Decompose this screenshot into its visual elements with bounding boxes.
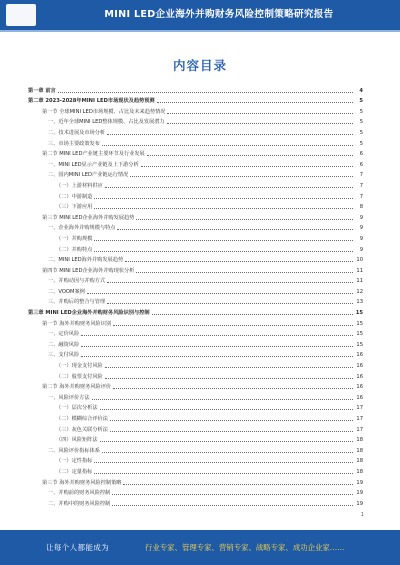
toc-entry-page: 9 <box>359 214 363 221</box>
toc-entry-page: 16 <box>356 363 363 370</box>
toc-dot-leader <box>87 293 353 294</box>
toc-dot-leader <box>112 505 353 506</box>
toc-entry-page: 16 <box>356 384 363 391</box>
toc-entry[interactable] <box>28 317 363 328</box>
toc-entry-title: 三、市场主要政策发布 <box>48 140 100 147</box>
toc-entry-page: 15 <box>356 331 363 338</box>
toc-dot-leader <box>112 494 353 495</box>
toc-entry-title: （二）模糊综合评价法 <box>56 416 108 422</box>
toc-entry[interactable] <box>28 465 363 476</box>
toc-entry[interactable] <box>28 126 363 137</box>
logo-icon <box>6 4 36 26</box>
toc-dot-leader <box>100 441 353 442</box>
toc-dot-leader <box>113 325 353 326</box>
toc-entry[interactable] <box>28 211 363 222</box>
toc-dot-leader <box>107 303 353 304</box>
toc-entry-page: 5 <box>359 119 363 126</box>
toc-entry-title: 一、企业海外并购规模与特点 <box>48 225 116 232</box>
toc-entry[interactable] <box>28 296 363 307</box>
toc-entry-page: 15 <box>356 320 363 327</box>
toc-entry-title: 二、融资风险 <box>48 341 80 348</box>
toc-entry[interactable] <box>28 412 363 423</box>
page-number: 1 <box>360 512 364 518</box>
toc-dot-leader <box>113 388 353 389</box>
toc-dot-leader <box>130 176 353 177</box>
toc-dot-leader <box>136 272 353 273</box>
toc-entry-title: 二、国内MINI LED产业链运行情况 <box>48 172 129 179</box>
toc-entry-title: 二、VOOM案例 <box>48 288 85 295</box>
toc-entry[interactable] <box>28 338 363 349</box>
toc-dot-leader <box>81 356 353 357</box>
toc-entry[interactable] <box>28 476 363 487</box>
toc-entry[interactable] <box>28 423 363 434</box>
toc-dot-leader <box>110 431 353 432</box>
toc-dot-leader <box>105 187 353 188</box>
toc-entry-title: 第一章 前言 <box>28 87 56 94</box>
toc-entry[interactable] <box>28 264 363 275</box>
toc-entry-title: 二、并购中的财务风险控制 <box>48 500 111 507</box>
toc-entry-page: 5 <box>359 108 363 115</box>
toc-entry[interactable] <box>28 179 363 190</box>
toc-entry-page: 9 <box>359 235 363 242</box>
toc-entry[interactable] <box>28 402 363 413</box>
toc-entry-title: （二）定量指标 <box>56 468 93 475</box>
toc-dot-leader <box>105 378 353 379</box>
toc-entry-page: 18 <box>356 447 363 454</box>
toc-entry-page: 7 <box>359 182 363 189</box>
toc-entry[interactable] <box>28 137 363 148</box>
toc-entry-page: 16 <box>356 352 363 359</box>
toc-dot-leader <box>58 92 353 93</box>
toc-dot-leader <box>152 314 353 315</box>
toc-dot-leader <box>94 473 353 474</box>
toc-dot-leader <box>81 335 353 336</box>
toc-entry-title: 一、并购前的财务风险控制 <box>48 490 111 497</box>
toc-entry[interactable] <box>28 285 363 296</box>
footer-slogan-lead: 让每个人都能成为 <box>46 543 110 552</box>
toc-entry-page: 9 <box>359 246 363 253</box>
toc-dot-leader <box>92 399 353 400</box>
table-of-contents <box>28 84 363 508</box>
toc-entry[interactable] <box>28 306 363 317</box>
toc-entry-page: 17 <box>356 405 363 412</box>
page-title: 内容目录 <box>172 58 227 73</box>
toc-entry-page: 11 <box>356 267 363 274</box>
toc-entry-title: 第四节 MINI LED企业海外并购现状分析 <box>42 267 135 274</box>
toc-entry[interactable] <box>28 243 363 254</box>
toc-entry-title: 一、近年全球MINI LED整体规模、占比及发展潜力 <box>48 119 165 126</box>
toc-entry[interactable] <box>28 349 363 360</box>
footer-slogan-roles: 行业专家、管理专家、营销专家、战略专家、成功企业家…… <box>145 543 345 552</box>
toc-entry[interactable] <box>28 455 363 466</box>
toc-entry-page: 11 <box>356 278 363 285</box>
toc-entry-title: （二）中游制造 <box>56 193 93 200</box>
toc-dot-leader <box>136 219 353 220</box>
toc-entry-title: （一）定性指标 <box>56 458 93 465</box>
toc-entry-page: 9 <box>359 225 363 232</box>
toc-entry-title: （四）风险矩阵法 <box>56 437 98 444</box>
toc-entry-page: 17 <box>356 426 363 433</box>
toc-dot-leader <box>102 145 353 146</box>
toc-entry-title: 第二节 MINI LED产业链主要环节及行业发展 <box>42 151 145 158</box>
toc-entry-title: 第三节 海外并购财务风险控制策略 <box>42 479 122 486</box>
toc-entry-page: 10 <box>356 257 363 264</box>
toc-dot-leader <box>167 113 353 114</box>
toc-entry-title: （三）下游应用 <box>56 204 93 211</box>
toc-entry-title: 一、MINI LED显示产业链及上下游分析 <box>48 161 139 168</box>
toc-entry-page: 6 <box>359 161 363 168</box>
toc-entry[interactable] <box>28 95 363 106</box>
toc-dot-leader <box>107 134 353 135</box>
toc-dot-leader <box>94 208 353 209</box>
toc-entry-title: （三）灰色关联分析法 <box>56 426 108 433</box>
toc-entry-title: （一）层次分析法 <box>56 405 98 412</box>
report-title: MINI LED企业海外并购财务风险控制策略研究报告 <box>104 9 334 20</box>
toc-entry-title: （二）并购特点 <box>56 246 93 253</box>
toc-dot-leader <box>100 409 353 410</box>
toc-dot-leader <box>107 282 353 283</box>
toc-entry[interactable] <box>28 381 363 392</box>
toc-entry[interactable] <box>28 275 363 286</box>
toc-entry-title: 第三节 MINI LED企业海外并购发展趋势 <box>42 214 135 221</box>
toc-dot-leader <box>147 155 353 156</box>
toc-entry-title: 一、风险评价方法 <box>48 394 90 401</box>
toc-entry[interactable] <box>28 148 363 159</box>
toc-entry[interactable] <box>28 370 363 381</box>
toc-dot-leader <box>125 261 353 262</box>
toc-entry-page: 18 <box>356 468 363 475</box>
toc-dot-leader <box>81 346 353 347</box>
toc-entry-page: 6 <box>359 151 363 158</box>
toc-entry[interactable] <box>28 391 363 402</box>
toc-entry[interactable] <box>28 116 363 127</box>
toc-entry-title: 第一节 全球MINI LED市场规模、占比及未来趋势情况 <box>42 108 166 115</box>
toc-entry-title: （一）现金支付风险 <box>56 363 103 370</box>
toc-entry-page: 18 <box>356 437 363 444</box>
toc-entry-title: 二、技术进展及市场分析 <box>48 129 106 136</box>
toc-entry-page: 16 <box>356 373 363 380</box>
toc-entry-page: 5 <box>359 140 363 147</box>
toc-entry-title: 第三章 MINI LED企业海外并购财务风险识别与控制 <box>28 310 150 317</box>
toc-dot-leader <box>94 198 353 199</box>
toc-entry-page: 17 <box>356 416 363 422</box>
toc-entry-title: 一、定价风险 <box>48 331 80 338</box>
toc-entry-page: 15 <box>355 310 363 317</box>
toc-entry-title: 第二章 2023-2028年MINI LED市场现状及趋势预测 <box>28 98 155 105</box>
toc-entry-page: 13 <box>356 299 363 306</box>
toc-entry[interactable] <box>28 84 363 95</box>
toc-entry-page: 18 <box>356 458 363 465</box>
toc-entry[interactable] <box>28 222 363 233</box>
toc-dot-leader <box>123 484 353 485</box>
toc-entry[interactable] <box>28 359 363 370</box>
toc-entry-title: （二）股票支付风险 <box>56 373 103 380</box>
toc-dot-leader <box>105 367 353 368</box>
toc-entry-page: 7 <box>359 172 363 179</box>
toc-entry[interactable] <box>28 328 363 339</box>
toc-entry-title: （一）并购规模 <box>56 235 93 242</box>
toc-dot-leader <box>94 240 353 241</box>
toc-dot-leader <box>117 229 353 230</box>
toc-dot-leader <box>167 123 353 124</box>
toc-dot-leader <box>157 102 353 103</box>
toc-entry[interactable] <box>28 232 363 243</box>
toc-entry-title: 一、并购动因与并购方式 <box>48 278 106 285</box>
toc-entry-page: 16 <box>356 394 363 401</box>
toc-dot-leader <box>94 251 353 252</box>
toc-dot-leader <box>102 452 353 453</box>
toc-entry-page: 5 <box>359 98 363 105</box>
toc-entry-title: （一）上游材料供应 <box>56 182 103 189</box>
toc-entry[interactable] <box>28 201 363 212</box>
toc-entry[interactable] <box>28 434 363 445</box>
toc-entry-page: 7 <box>359 193 363 200</box>
toc-entry-page: 19 <box>356 490 363 497</box>
toc-entry[interactable] <box>28 487 363 498</box>
toc-entry-page: 19 <box>356 479 363 486</box>
toc-entry[interactable] <box>28 190 363 201</box>
toc-entry-title: 二、MINI LED海外并购发展趋势 <box>48 257 124 264</box>
toc-entry-title: 第一节 海外并购财务风险识别 <box>42 320 112 327</box>
header-divider <box>0 30 400 32</box>
toc-entry-page: 15 <box>356 341 363 348</box>
toc-entry-title: 三、支付风险 <box>48 352 80 359</box>
toc-entry-title: 第二节 海外并购财务风险评价 <box>42 384 112 391</box>
toc-entry-title: 二、风险评价指标体系 <box>48 447 100 454</box>
toc-dot-leader <box>110 420 353 421</box>
toc-dot-leader <box>141 166 353 167</box>
toc-entry[interactable] <box>28 105 363 116</box>
toc-entry-page: 8 <box>359 204 363 211</box>
toc-entry[interactable] <box>28 497 363 508</box>
toc-entry-page: 12 <box>356 288 363 295</box>
toc-entry-page: 4 <box>359 87 363 94</box>
toc-entry[interactable] <box>28 444 363 455</box>
toc-entry-page: 5 <box>359 129 363 136</box>
toc-entry[interactable] <box>28 158 363 169</box>
toc-dot-leader <box>94 462 353 463</box>
toc-entry-page: 19 <box>356 500 363 507</box>
toc-entry-title: 三、并购后的整合与管理 <box>48 299 106 306</box>
toc-entry[interactable] <box>28 169 363 180</box>
toc-entry[interactable] <box>28 254 363 265</box>
